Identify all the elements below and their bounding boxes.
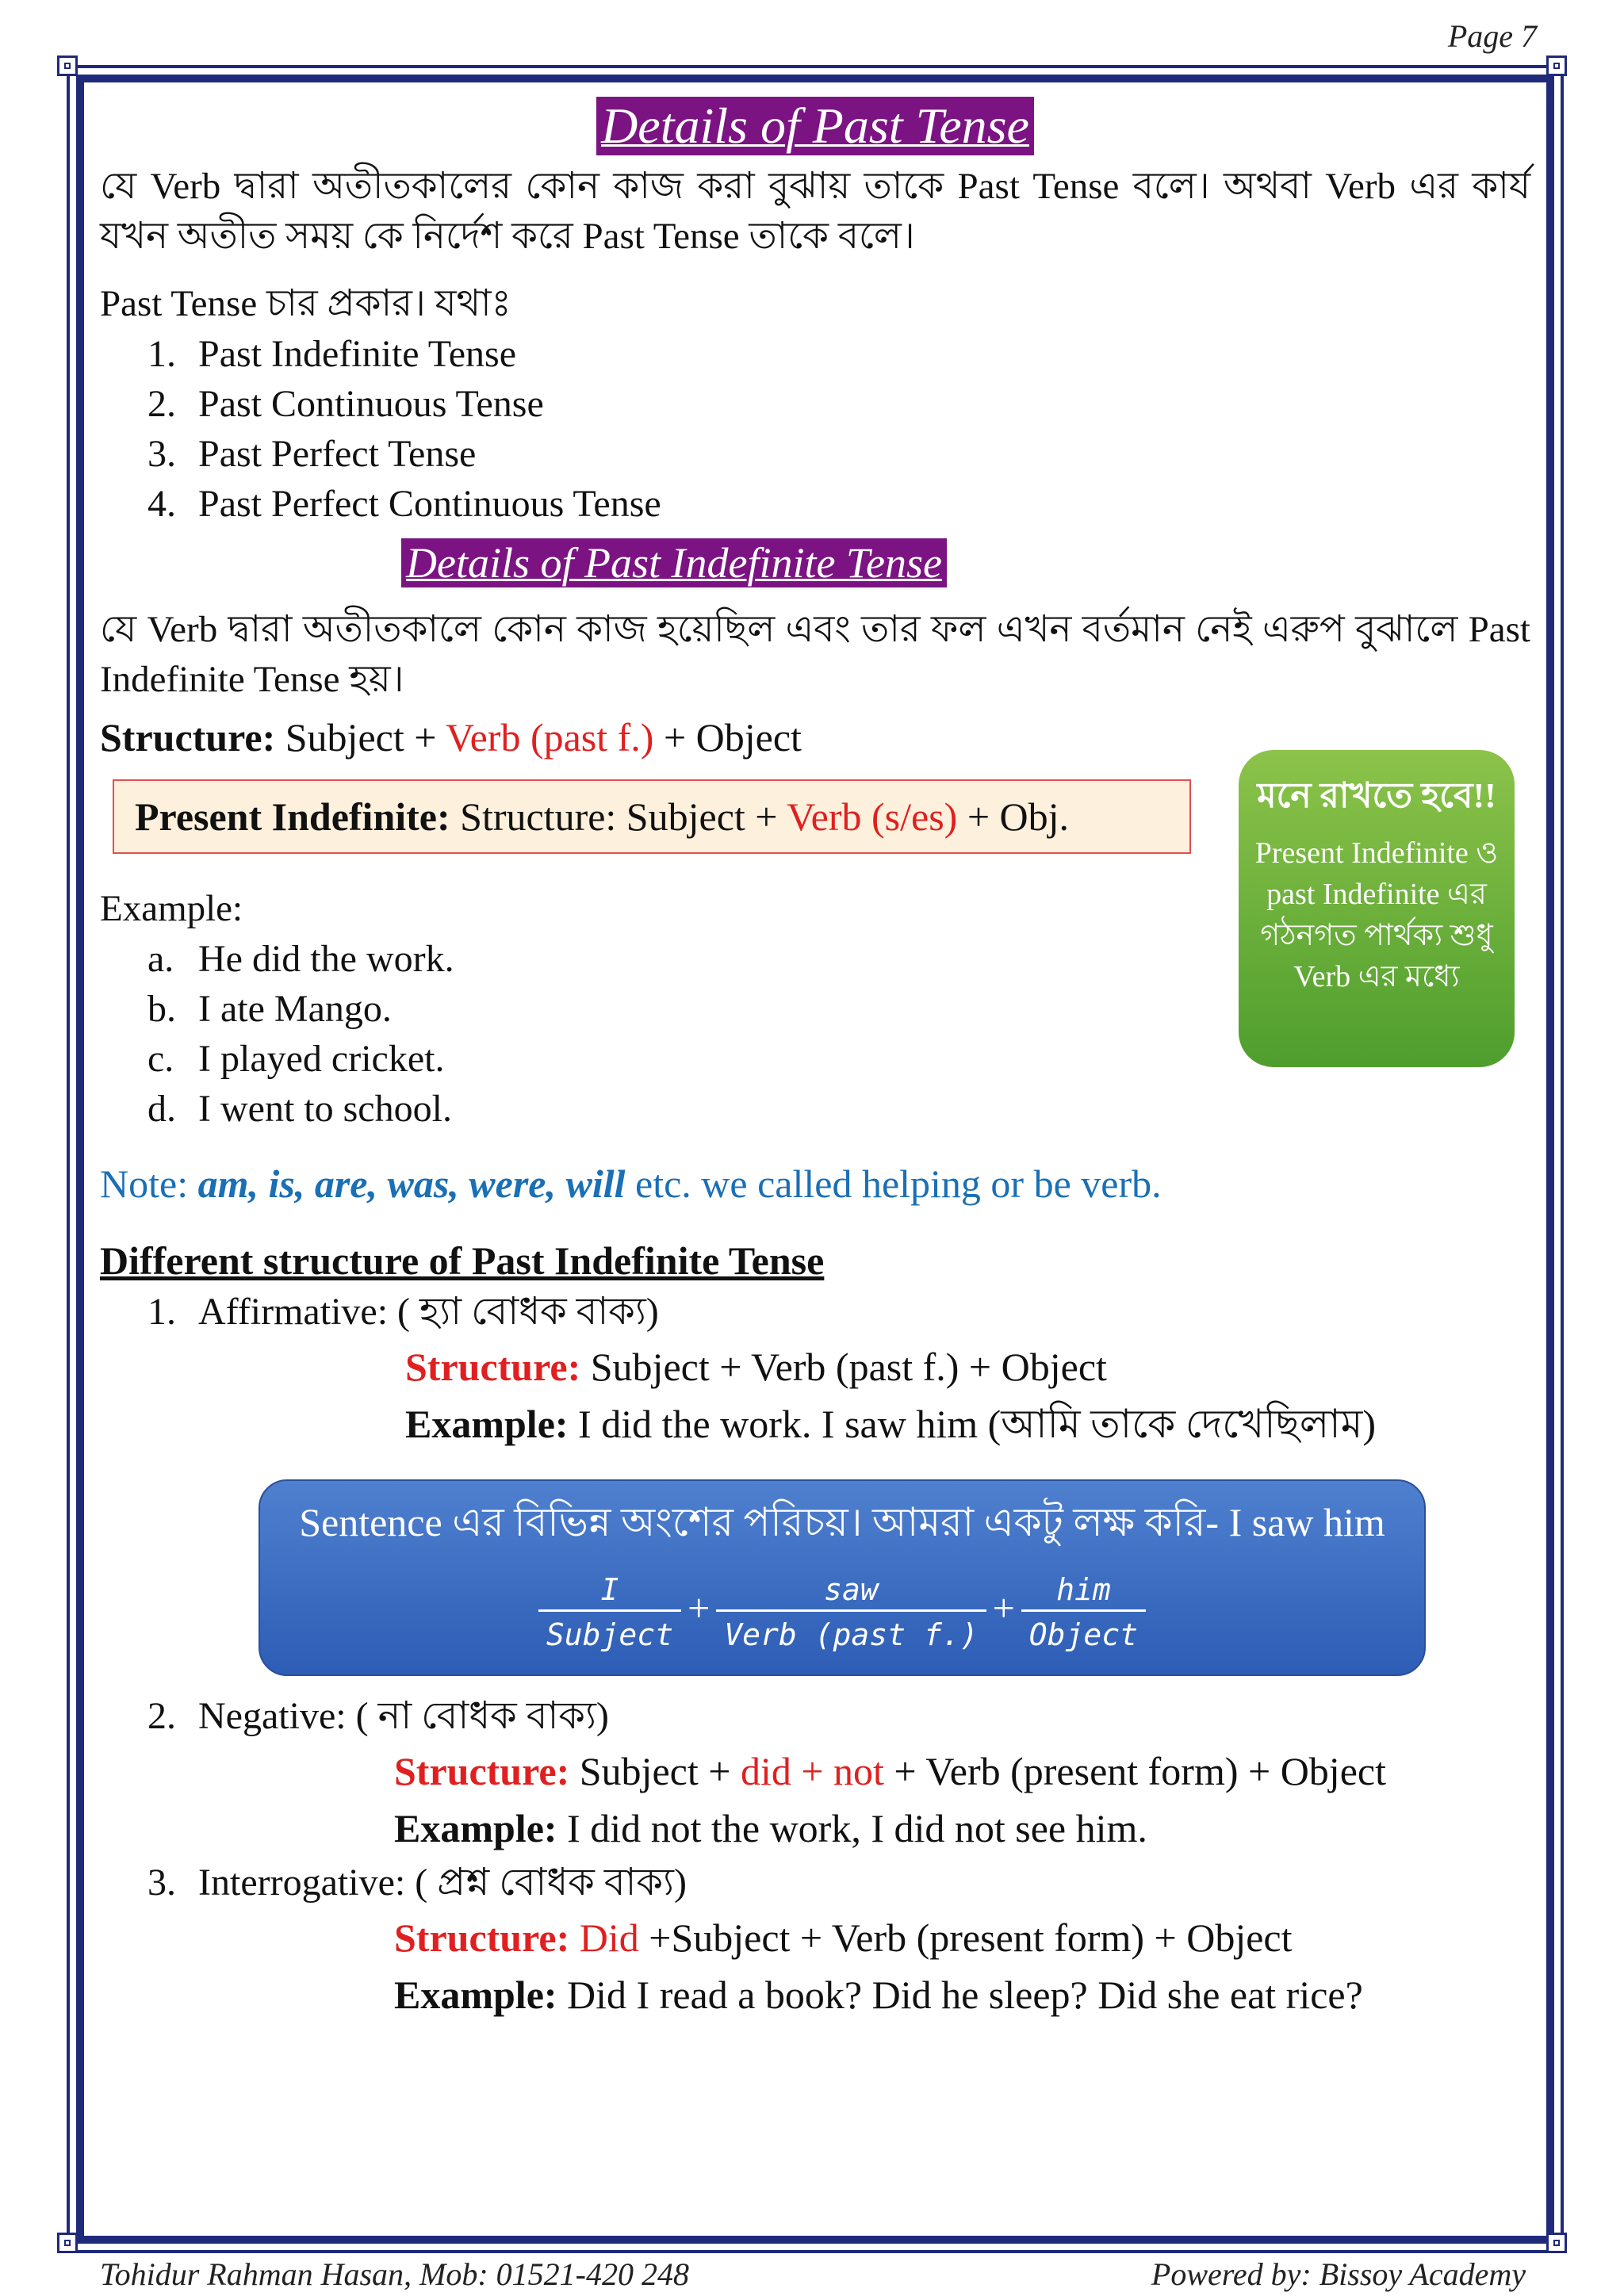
tense-types-list xyxy=(100,329,1530,529)
subtitle-wrap xyxy=(100,529,1530,587)
example-label: Example: xyxy=(100,887,243,929)
pi-definition: যে Verb দ্বারা অতীতকালে কোন কাজ হয়েছিল এবং তার ফল এখন বর্তমান নেই এরুপ বুঝালে Past Indefinite Tense হয়। xyxy=(100,608,1530,700)
corner-ornament xyxy=(1546,2233,1567,2253)
present-indefinite-box: Present Indefinite: Structure: Subject + Verb (s/es) + Obj. xyxy=(113,779,1191,854)
note-line: Note: am, is, are, was, were, will etc. we called helping or be verb. xyxy=(100,1161,1162,1206)
list-item: d. I went to school. xyxy=(147,1087,452,1130)
footer-powered-by: Powered by: Bissoy Academy xyxy=(1151,2256,1526,2292)
structure-line: Structure: Subject + Verb (past f.) + Object xyxy=(100,714,802,760)
negative-heading: 2. Negative: ( না বোধক বাক্য) xyxy=(147,1694,609,1737)
negative-example: Example: I did not the work, I did not see him. xyxy=(394,1805,1147,1850)
reminder-body: Present Indefinite ও past Indefinite এর গঠনগত পার্থক্য শুধু Verb এর মধ্যে xyxy=(1254,836,1499,993)
negative-structure: Structure: Subject + did + not + Verb (present form) + Object xyxy=(394,1748,1386,1793)
page-number: Page 7 xyxy=(1447,18,1537,54)
interrogative-example: Example: Did I read a book? Did he sleep? Did she eat rice? xyxy=(394,1972,1363,2017)
sentence-parts-box xyxy=(259,1479,1426,1676)
fraction-subject: $\frac{I}{\text{Subject}}$ xyxy=(538,1570,681,1655)
page-title: Details of Past Tense xyxy=(596,97,1034,155)
list-item: a. He did the work. xyxy=(147,937,454,980)
fraction-verb: $\frac{\text{saw}}{\text{Verb (past f.)}}$ xyxy=(716,1570,986,1655)
list-item: c. I played cricket. xyxy=(147,1037,445,1080)
intro-paragraph: যে Verb দ্বারা অতীতকালের কোন কাজ করা বুঝায় তাকে Past Tense বলে। অথবা Verb এর কার্য যখন অতীত সময় কে নির্দেশ করে Past Tense তাকে বলে। xyxy=(100,165,1530,257)
reminder-box xyxy=(1239,750,1515,1067)
structures-heading: Different structure of Past Indefinite Tense xyxy=(100,1238,825,1283)
affirmative-structure: Structure: Subject + Verb (past f.) + Object xyxy=(405,1344,1107,1389)
interrogative-heading: 3. Interrogative: ( প্রশ্ন বোধক বাক্য) xyxy=(147,1861,687,1904)
list-item: 4. Past Perfect Continuous Tense xyxy=(147,482,661,525)
list-item: 2. Past Continuous Tense xyxy=(147,382,544,425)
title-wrap xyxy=(100,94,1530,155)
interrogative-structure: Structure: Did +Subject + Verb (present form) + Object xyxy=(394,1915,1293,1960)
list-item: 3. Past Perfect Tense xyxy=(147,432,477,475)
reminder-title: মনে রাখতে হবে!! xyxy=(1257,776,1496,815)
corner-ornament xyxy=(57,2233,78,2253)
corner-ornament xyxy=(57,55,78,76)
corner-ornament xyxy=(1546,55,1567,76)
page-content xyxy=(100,94,1530,2023)
fraction-object: $\frac{\text{him}}{\text{Object}}$ xyxy=(1021,1570,1146,1655)
footer-author: Tohidur Rahman Hasan, Mob: 01521-420 248 xyxy=(100,2256,689,2292)
affirmative-example: Example: I did the work. I saw him (আমি তাকে দেখেছিলাম) xyxy=(405,1401,1377,1446)
types-intro: Past Tense চার প্রকার। যথাঃ xyxy=(100,282,511,324)
section-subtitle: Details of Past Indefinite Tense xyxy=(401,538,947,587)
sentence-parts-equation: $\frac{I}{\text{Subject}}$ + $\frac{\text{saw}}{\text{Verb (past f.)}}$ + $\frac{\text{him}}{\text{Object}}$ xyxy=(260,1570,1424,1655)
affirmative-heading: 1. Affirmative: ( হ্যা বোধক বাক্য) xyxy=(147,1290,659,1333)
sentence-parts-text: Sentence এর বিভিন্ন অংশের পরিচয়। আমরা একটু লক্ষ করি- I saw him xyxy=(299,1499,1385,1544)
list-item: b. I ate Mango. xyxy=(147,987,392,1030)
list-item: 1. Past Indefinite Tense xyxy=(147,332,516,375)
